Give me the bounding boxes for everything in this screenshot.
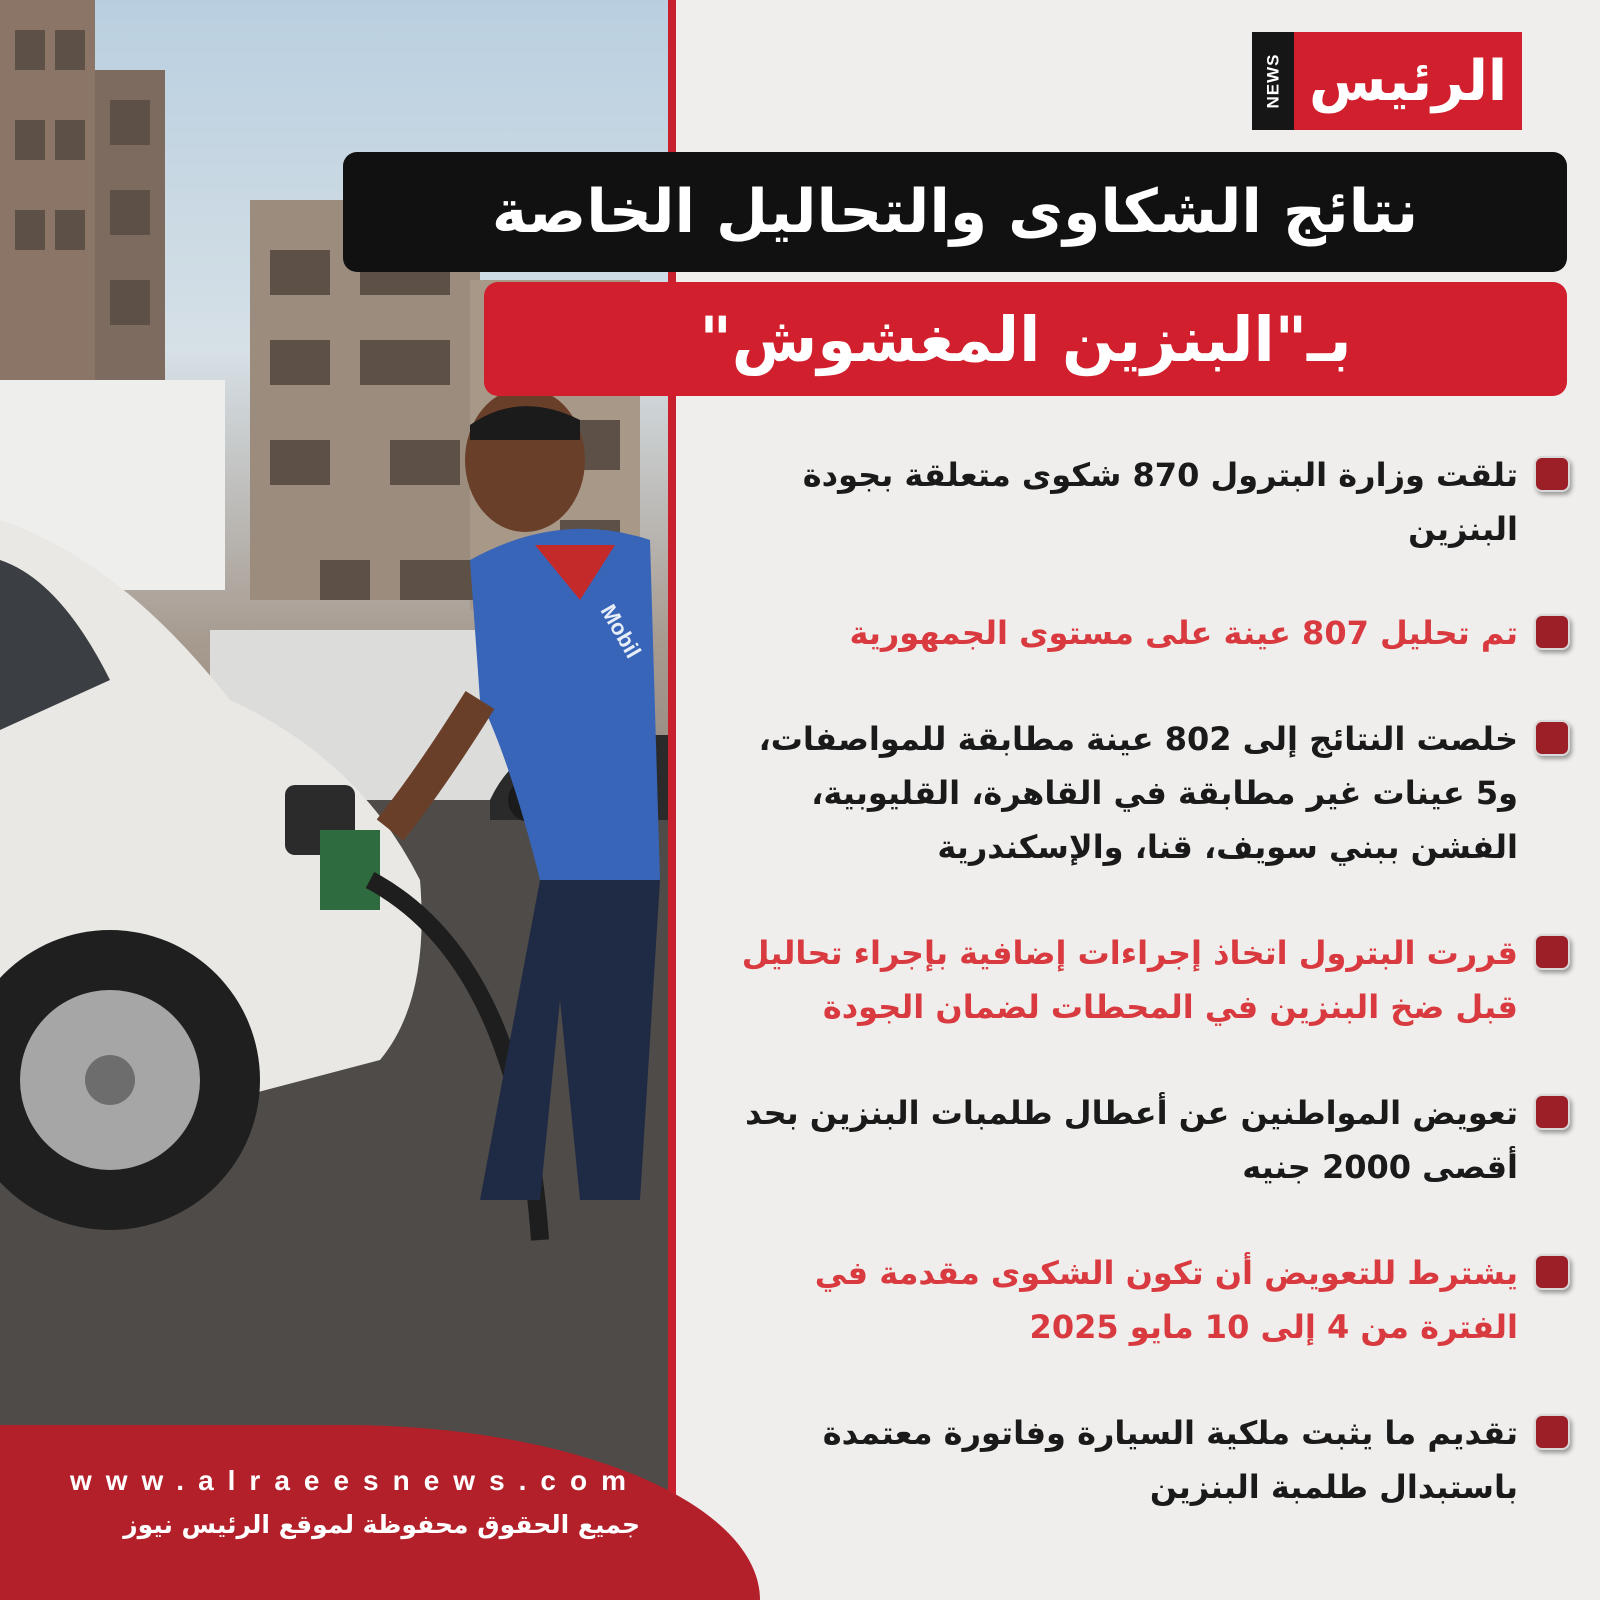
list-item: خلصت النتائج إلى 802 عينة مطابقة للمواصفات، و5 عينات غير مطابقة في القاهرة، القليوبية، الفشن ببني سويف، قنا، والإسكندرية [710, 712, 1570, 874]
headline-line-1: نتائج الشكاوى والتحاليل الخاصة [343, 152, 1567, 272]
list-item: تم تحليل 807 عينة على مستوى الجمهورية [710, 606, 1570, 660]
shirt-logo-text: Mobil [595, 600, 647, 663]
headline-line-2: بـ"البنزين المغشوش" [484, 282, 1567, 396]
list-item: تلقت وزارة البترول 870 شكوى متعلقة بجودة البنزين [710, 448, 1570, 556]
list-item: قررت البترول اتخاذ إجراءات إضافية بإجراء تحاليل قبل ضخ البنزين في المحطات لضمان الجودة [710, 926, 1570, 1034]
copyright-notice: جميع الحقوق محفوظة لموقع الرئيس نيوز [123, 1510, 640, 1539]
bullet-square-icon [1534, 934, 1570, 970]
list-item: يشترط للتعويض أن تكون الشكوى مقدمة في الفترة من 4 إلى 10 مايو 2025 [710, 1246, 1570, 1354]
logo-news-badge: NEWS [1252, 32, 1294, 130]
list-item: تقديم ما يثبت ملكية السيارة وفاتورة معتمدة باستبدال طلمبة البنزين [710, 1406, 1570, 1514]
bullet-square-icon [1534, 720, 1570, 756]
bullet-square-icon [1534, 1414, 1570, 1450]
bullet-square-icon [1534, 1254, 1570, 1290]
website-url: www.alraeesnews.com [70, 1465, 640, 1496]
bullet-square-icon [1534, 1094, 1570, 1130]
list-item: تعويض المواطنين عن أعطال طلمبات البنزين بحد أقصى 2000 جنيه [710, 1086, 1570, 1194]
bullet-square-icon [1534, 456, 1570, 492]
bullet-list [676, 0, 1600, 1600]
logo-wordmark: الرئيس [1294, 32, 1522, 130]
bullet-square-icon [1534, 614, 1570, 650]
